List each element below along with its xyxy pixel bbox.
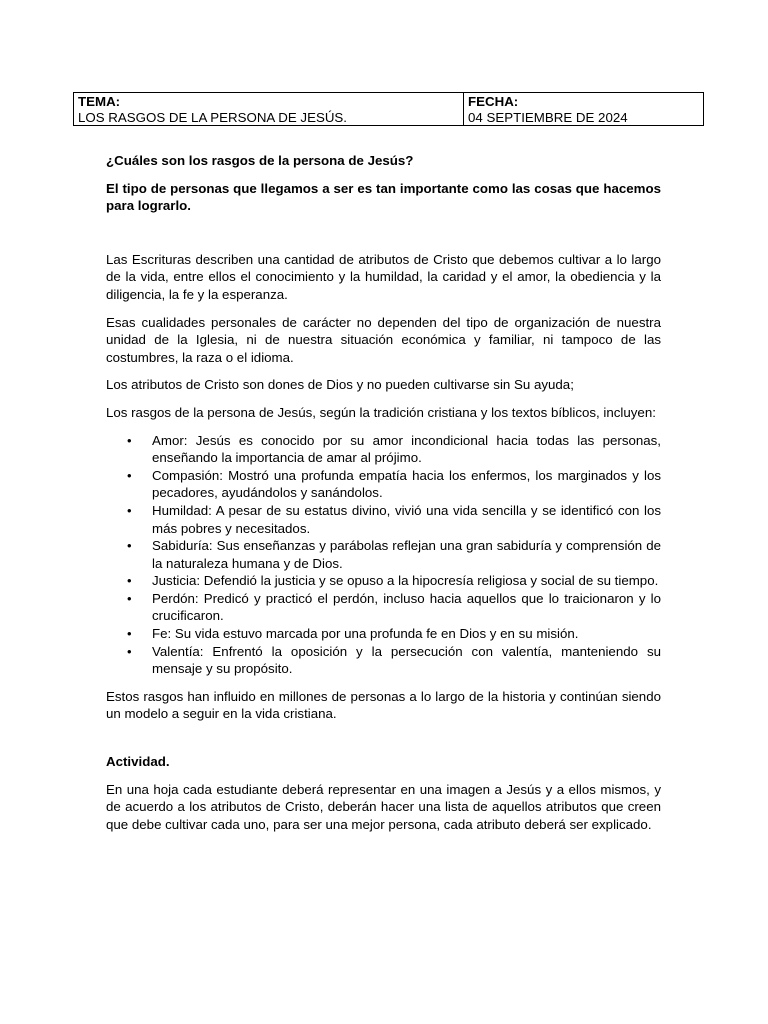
fecha-label: FECHA: <box>468 94 519 109</box>
paragraph: Los atributos de Cristo son dones de Dios y no pueden cultivarse sin Su ayuda; <box>106 377 574 393</box>
document-body <box>106 152 661 843</box>
paragraph: Los rasgos de la persona de Jesús, según la tradición cristiana y los textos bíblicos, incluyen: <box>106 404 656 420</box>
list-item <box>127 467 661 502</box>
trait-text: Amor: Jesús es conocido por su amor incondicional hacia todas las personas, enseñando la importancia de amar al prójimo. <box>152 432 661 466</box>
bullet-icon: • <box>127 626 132 642</box>
question-heading: ¿Cuáles son los rasgos de la persona de Jesús? <box>106 153 414 168</box>
tema-cell <box>74 93 464 125</box>
list-item <box>127 590 661 625</box>
trait-text: Fe: Su vida estuvo marcada por una profunda fe en Dios y en su misión. <box>152 626 579 642</box>
trait-text: Valentía: Enfrentó la oposición y la persecución con valentía, manteniendo su mensaje y su propósito. <box>152 643 661 677</box>
activity-text: En una hoja cada estudiante deberá representar en una imagen a Jesús y a ellos mismos, y de acuerdo a los atributos de Cristo, deberán hacer una lista de aquellos atributos que creen que debe cultivar cada uno, para ser una mejor persona, cada atributo deberá ser explicado. <box>106 781 661 832</box>
list-item <box>127 537 661 572</box>
trait-text: Sabiduría: Sus enseñanzas y parábolas reflejan una gran sabiduría y comprensión de la naturaleza humana y de Dios. <box>152 538 661 571</box>
trait-text: Compasión: Mostró una profunda empatía hacia los enfermos, los marginados y los pecadores, ayudándolos y sanándolos. <box>152 467 661 501</box>
tema-value: LOS RASGOS DE LA PERSONA DE JESÚS. <box>78 109 347 125</box>
trait-text: Humildad: A pesar de su estatus divino, vivió una vida sencilla y se identificó con los más pobres y necesitados. <box>152 502 661 536</box>
list-item <box>127 643 661 678</box>
intro-statement: El tipo de personas que llegamos a ser es tan importante como las cosas que hacemos para lograrlo. <box>106 180 661 214</box>
fecha-cell <box>464 93 703 125</box>
bullet-icon: • <box>127 590 132 606</box>
bullet-icon: • <box>127 573 132 589</box>
bullet-icon: • <box>127 502 132 518</box>
trait-text: Perdón: Predicó y practicó el perdón, incluso hacia aquellos que lo traicionaron y lo crucificaron. <box>152 590 661 624</box>
paragraph: Las Escrituras describen una cantidad de atributos de Cristo que debemos cultivar a lo largo de la vida, entre ellos el conocimiento y la humildad, la caridad y el amor, la obediencia y la diligencia, la fe y la esperanza. <box>106 251 661 302</box>
list-item <box>127 572 661 590</box>
bullet-icon: • <box>127 467 132 483</box>
list-item <box>127 502 661 537</box>
bullet-icon: • <box>127 643 132 659</box>
traits-list <box>106 432 661 678</box>
list-item <box>127 432 661 467</box>
header-table <box>73 92 704 126</box>
tema-label: TEMA: <box>78 94 121 109</box>
bullet-icon: • <box>127 432 132 448</box>
fecha-value: 04 SEPTIEMBRE DE 2024 <box>468 109 628 125</box>
bullet-icon: • <box>127 538 132 554</box>
list-item <box>127 625 661 643</box>
activity-heading: Actividad. <box>106 754 170 770</box>
closing-paragraph: Estos rasgos han influido en millones de personas a lo largo de la historia y continúan siendo un modelo a seguir en la vida cristiana. <box>106 688 661 722</box>
trait-text: Justicia: Defendió la justicia y se opuso a la hipocresía religiosa y social de su tiempo. <box>152 573 659 589</box>
paragraph: Esas cualidades personales de carácter no dependen del tipo de organización de nuestra unidad de la Iglesia, ni de nuestra situación económica y familiar, ni tampoco de las costumbres, la raza o el idioma. <box>106 314 661 365</box>
